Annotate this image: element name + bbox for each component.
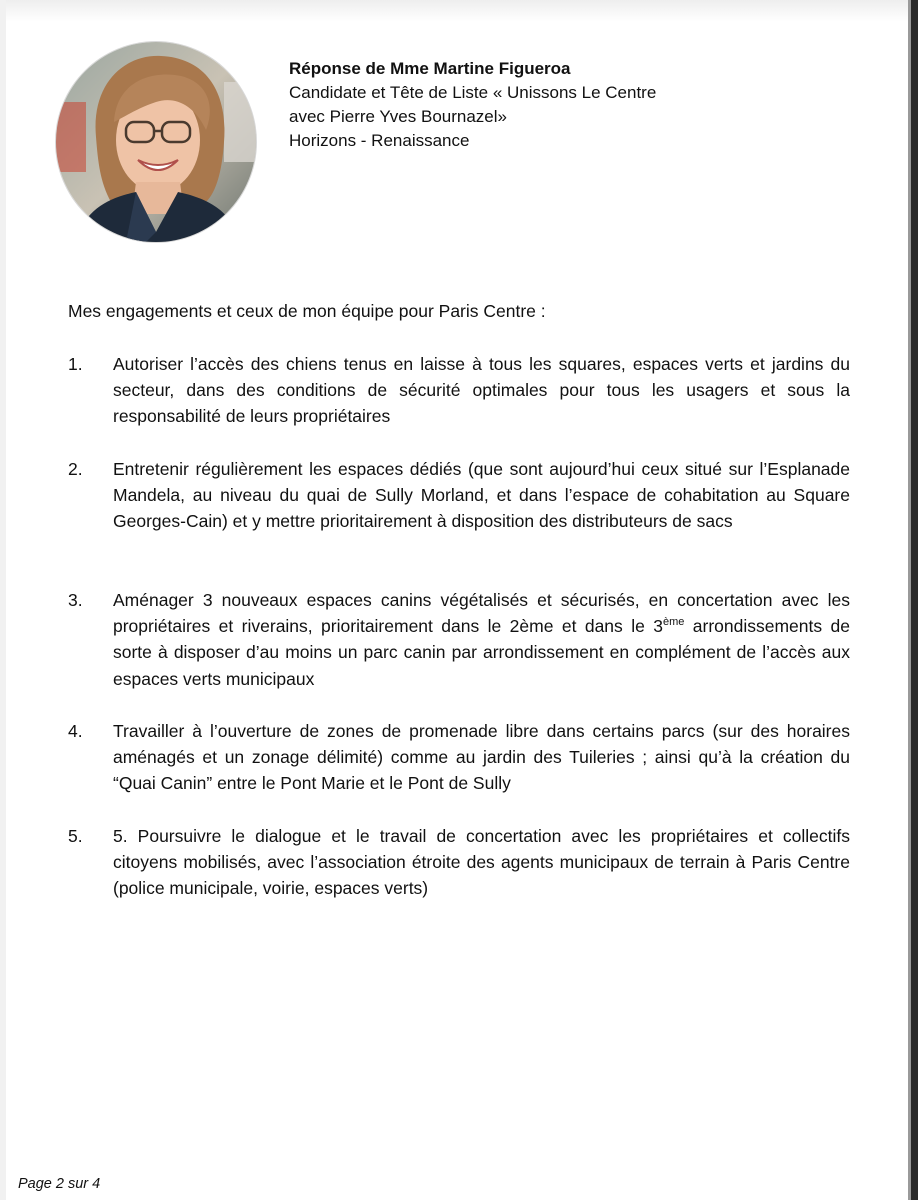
item-text: Travailler à l’ouverture de zones de promenade libre dans certains parcs (sur des horaires aménagés et un zonage délimité) comme au jardin des Tuileries ; ainsi qu’à la création du “Quai Canin” entre le Pont Marie et le Pont de Sully <box>113 721 850 794</box>
screen-right-edge <box>908 0 918 1200</box>
item-number: 3. <box>68 590 83 610</box>
page-number: Page 2 sur 4 <box>18 1176 101 1192</box>
commitment-item-2 <box>68 456 850 535</box>
item-number: 2. <box>68 459 83 479</box>
candidate-role-line2: avec Pierre Yves Bournazel» <box>289 107 507 126</box>
item-text: 5. Poursuivre le dialogue et le travail de concertation avec les propriétaires et collectifs citoyens mobilisés, avec l’association étroite des agents municipaux de terrain à Paris Centre (police municipale, voirie, espaces verts) <box>113 826 850 899</box>
commitment-item-3 <box>68 587 850 692</box>
candidate-party: Horizons - Renaissance <box>289 131 470 150</box>
item-text: Autoriser l’accès des chiens tenus en laisse à tous les squares, espaces verts et jardins du secteur, dans des conditions de sécurité optimales pour tous les usagers et sous la responsabilité de leurs propriétaires <box>113 354 850 427</box>
intro-text: Mes engagements et ceux de mon équipe pour Paris Centre : <box>68 301 546 321</box>
commitment-item-4 <box>68 718 850 797</box>
candidate-name: Réponse de Mme Martine Figueroa <box>289 59 571 78</box>
item-text-part1: Aménager 3 nouveaux espaces canins végétalisés et sécurisés, en concertation avec les propriétaires et riverains, prioritairement dans le 2ème et dans le 3 <box>113 590 850 637</box>
candidate-header <box>289 57 656 153</box>
candidate-role-line1: Candidate et Tête de Liste « Unissons Le Centre <box>289 83 657 102</box>
screen-left-edge <box>0 0 6 1200</box>
item-number: 5. <box>68 826 83 846</box>
commitment-item-5 <box>68 823 850 902</box>
item-text-part2: arrondissements de sorte à disposer d’au moins un parc canin par arrondissement en complément de l’accès aux espaces verts municipaux <box>113 616 850 689</box>
item-text: Entretenir régulièrement les espaces dédiés (que sont aujourd’hui ceux situé sur l’Esplanade Mandela, au niveau du quai de Sully Morland, et dans l’espace de cohabitation au Square Georges-Cain) et y mettre prioritairement à disposition des distributeurs de sacs <box>113 459 850 532</box>
screen-top-edge <box>0 0 918 22</box>
item-text <box>113 587 850 692</box>
candidate-portrait <box>56 42 256 242</box>
item-number: 4. <box>68 721 83 741</box>
commitment-item-1 <box>68 351 850 430</box>
item-superscript: ème <box>662 616 685 629</box>
item-number: 1. <box>68 354 83 374</box>
